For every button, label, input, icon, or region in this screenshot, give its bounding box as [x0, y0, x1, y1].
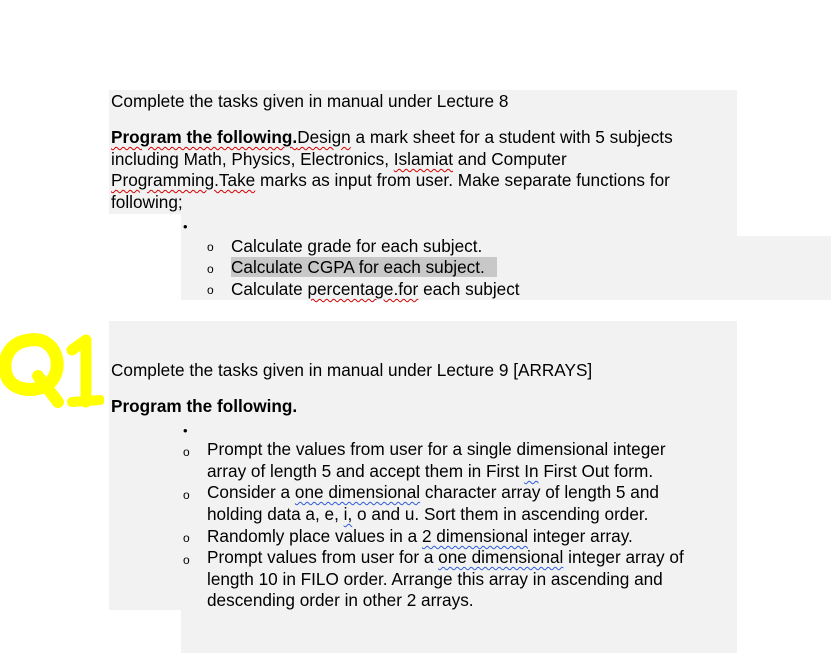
- section1-item-2-highlight: Calculate CGPA for each subject.: [231, 257, 497, 277]
- section1-paragraph-line3: Programming.Take marks as input from user. Make separate functions for: [111, 170, 670, 190]
- section1-sub-bullet-3: o: [207, 283, 214, 297]
- section2-item-4-line2: length 10 in FILO order. Arrange this array in ascending and: [207, 569, 663, 589]
- section2-sub-bullet-2: o: [183, 488, 190, 502]
- section2-sub-bullet-1: o: [183, 445, 190, 459]
- section1-bullet: •: [183, 219, 188, 234]
- section2-item-4-line1: Prompt values from user for a one dimensional integer array of: [207, 547, 684, 567]
- section2-one-dimensional-1: one dimensional: [294, 482, 421, 502]
- section2-item-2-line2: holding data a, e, i, o and u. Sort them in ascending order.: [207, 504, 649, 524]
- section1-item-1: Calculate grade for each subject.: [231, 236, 483, 256]
- section1-paragraph-line4: following;: [111, 192, 183, 212]
- section2-bullet: •: [183, 423, 188, 438]
- section2-one-dimensional-2: one dimensional: [438, 547, 564, 567]
- section2-i-letter: i,: [343, 504, 353, 524]
- section2-2-dimensional: 2 dimensional: [421, 526, 529, 546]
- section1-design-word: Design: [297, 127, 351, 147]
- section1-paragraph-line2: including Math, Physics, Electronics, Islamiat and Computer: [111, 149, 567, 169]
- section2-program-label: Program the following.: [111, 396, 298, 416]
- section1-programming-word: Programming.Take: [111, 170, 256, 190]
- section1-item-3: Calculate percentage.for each subject: [231, 279, 520, 299]
- section1-sub-bullet-1: o: [207, 240, 214, 254]
- section2-in-word: In: [524, 461, 539, 481]
- section2-item-1-line2: array of length 5 and accept them in First In First Out form.: [207, 461, 654, 481]
- section2-item-2-line1: Consider a one dimensional character array of length 5 and: [207, 482, 659, 502]
- section1-percentage-word: percentage.for: [307, 279, 419, 299]
- section2-heading: Complete the tasks given in manual under Lecture 9 [ARRAYS]: [111, 360, 593, 380]
- section2-item-4-line3: descending order in other 2 arrays.: [207, 590, 474, 610]
- section2-item-3: Randomly place values in a 2 dimensional integer array.: [207, 526, 633, 546]
- q1-annotation: [0, 332, 104, 414]
- section1-sub-bullet-2: o: [207, 262, 214, 276]
- section2-sub-bullet-3: o: [183, 531, 190, 545]
- section1-program-label: Program the following.: [111, 127, 298, 147]
- section2-item-1-line1: Prompt the values from user for a single dimensional integer: [207, 439, 666, 459]
- section1-islamiat-word: Islamiat: [393, 149, 453, 169]
- section2-sub-bullet-4: o: [183, 553, 190, 567]
- section1-item-2: [231, 257, 497, 279]
- section1-heading: Complete the tasks given in manual under Lecture 8: [111, 91, 509, 111]
- section1-paragraph-line1: Program the following.Design a mark sheet for a student with 5 subjects: [111, 127, 673, 147]
- section1-bullet-shade: [181, 214, 737, 236]
